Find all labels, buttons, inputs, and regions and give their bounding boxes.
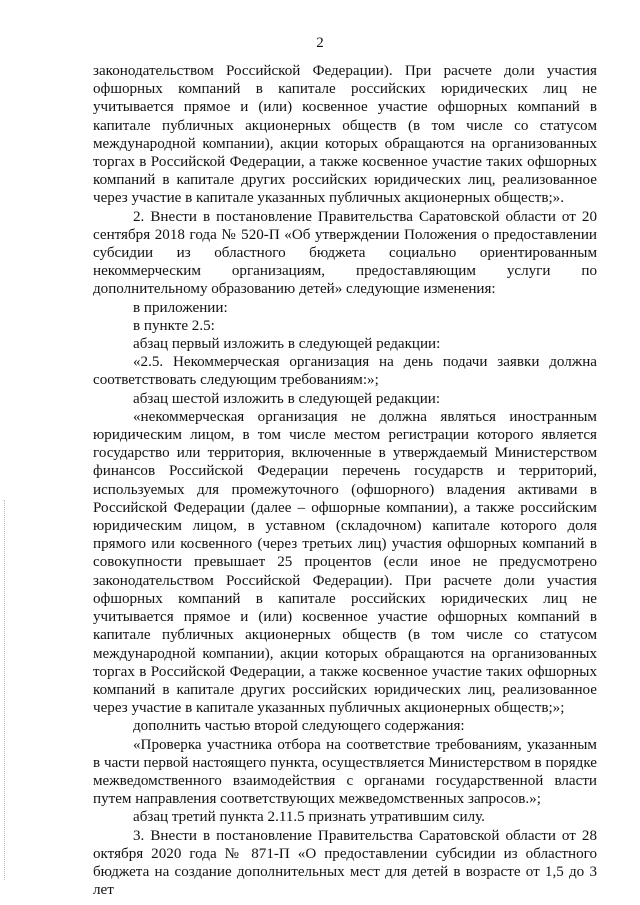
scan-margin-marks [4,500,7,880]
paragraph-2: 2. Внести в постановление Правительства Саратовской области от 20 сентября 2018 года № 520-П «Об утверждении Положения о предоставлении субсидии из областного бюджета социально ориентированным некоммерческим организациям, предоставляющим услуги по дополнительному образованию детей» следующие изменения: [93,208,597,298]
paragraph-9: дополнить частью второй следующего содержания: [133,718,465,735]
document-body [93,62,597,899]
paragraph-5: абзац первый изложить в следующей редакции: [133,336,441,353]
paragraph-10: «Проверка участника отбора на соответствие требованиям, указанным в части первой настоящего пункта, осуществляется Министерством в порядке межведомственного взаимодействия с органами государственной власти путем направления соответствующих межведомственных запросов.»; [93,736,597,808]
paragraph-3: в приложении: [133,299,228,316]
paragraph-6: «2.5. Некоммерческая организация на день подачи заявки должна соответствовать следующим требованиям:»; [93,354,597,389]
paragraph-4: в пункте 2.5: [133,317,215,334]
paragraph-7: абзац шестой изложить в следующей редакции: [133,390,441,407]
paragraph-8: «некоммерческая организация не должна являться иностранным юридическим лицом, в том числе местом регистрации которого является государство или территория, включенные в утверждаемый Министерством финансов Российской Федерации перечень государств и территорий, используемых для промежуточного (офшорного) владения активами в Российской Федерации (далее – офшорные компании), а также российским юридическим лицом, в уставном (складочном) капитале которого доля прямого или косвенного (через третьих лиц) участия офшорных компаний в совокупности превышает 25 процентов (если иное не предусмотрено законодательством Российской Федерации). При расчете доли участия офшорных компаний в капитале российских юридических лиц не учитывается прямое и (или) косвенное участие офшорных компаний в капитале публичных акционерных обществ (в том числе со статусом международной компании), акции которых обращаются на организованных торгах в Российской Федерации, а также косвенное участие таких офшорных компаний в капитале других российских юридических лиц, реализованное через участие в капитале указанных публичных акционерных обществ;»; [93,408,597,717]
page-number: 2 [316,35,324,51]
paragraph-11: абзац третий пункта 2.11.5 признать утратившим силу. [133,809,485,826]
paragraph-12: 3. Внести в постановление Правительства Саратовской области от 28 октября 2020 года № 871-П «О предоставлении субсидии из областного бюджета на создание дополнительных мест для детей в возрасте от 1,5 до 3 лет [93,827,597,899]
paragraph-1: законодательством Российской Федерации). При расчете доли участия офшорных компаний в капитале российских юридических лиц не учитывается прямое и (или) косвенное участие офшорных компаний в капитале публичных акционерных обществ (в том числе со статусом международной компании), акции которых обращаются на организованных торгах в Российской Федерации, а также косвенное участие таких офшорных компаний в капитале других российских юридических лиц, реализованное через участие в капитале указанных публичных акционерных обществ;». [93,63,597,207]
